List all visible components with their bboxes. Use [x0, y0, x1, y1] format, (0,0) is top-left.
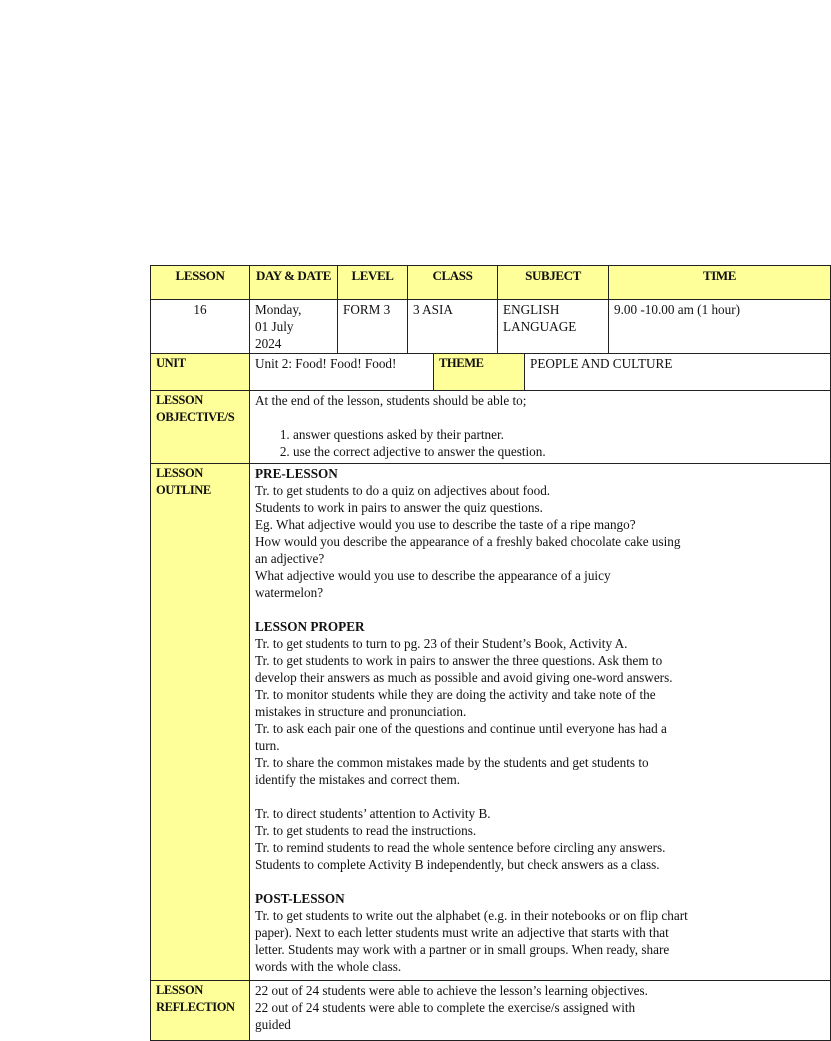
reflection-line: 22 out of 24 students were able to complete the exercise/s assigned with [255, 1000, 636, 1015]
objectives-label-line2: OBJECTIVE/S [156, 410, 235, 424]
objectives-intro: At the end of the lesson, students should be able to; [255, 393, 527, 408]
lesson-proper-line: develop their answers as much as possible and avoid giving one-word answers. [255, 670, 673, 685]
reflection-line: 22 out of 24 students were able to achieve the lesson’s learning objectives. [255, 983, 648, 998]
pre-lesson-line: Tr. to get students to do a quiz on adjectives about food. [255, 483, 551, 498]
lesson-proper-line: Students to complete Activity B independently, but check answers as a class. [255, 857, 660, 872]
objectives-list [255, 426, 825, 460]
pre-lesson-line: an adjective? [255, 551, 325, 566]
lesson-plan-sheet [150, 265, 768, 1032]
post-lesson-heading: POST-LESSON [255, 891, 345, 906]
lesson-proper-line: Tr. to remind students to read the whole sentence before circling any answers. [255, 840, 666, 855]
header-time: TIME [609, 266, 831, 300]
reflection-label-line1: LESSON [156, 983, 203, 997]
header-lesson: LESSON [151, 266, 250, 300]
outline-row [151, 464, 831, 981]
lesson-proper-line: mistakes in structure and pronunciation. [255, 704, 467, 719]
lesson-date-line2: 2024 [255, 336, 282, 351]
lesson-number: 16 [151, 300, 250, 354]
lesson-proper-line: Tr. to direct students’ attention to Activity B. [255, 806, 491, 821]
objectives-label [151, 391, 250, 464]
lesson-class: 3 ASIA [408, 300, 498, 354]
header-row [151, 266, 831, 300]
lesson-proper-heading: LESSON PROPER [255, 619, 365, 634]
unit-value: Unit 2: Food! Food! Food! [250, 354, 434, 391]
reflection-row [151, 981, 831, 1041]
header-level: LEVEL [338, 266, 408, 300]
lesson-proper-line: Tr. to get students to work in pairs to answer the three questions. Ask them to [255, 653, 663, 668]
lesson-level: FORM 3 [338, 300, 408, 354]
post-lesson-line: letter. Students may work with a partner or in small groups. When ready, share [255, 942, 670, 957]
lesson-time: 9.00 -10.00 am (1 hour) [609, 300, 831, 354]
reflection-content [250, 981, 831, 1041]
lesson-subject-line2: LANGUAGE [503, 319, 577, 334]
pre-lesson-heading: PRE-LESSON [255, 466, 338, 481]
reflection-label-line2: REFLECTION [156, 1000, 235, 1014]
lesson-proper-line: Tr. to get students to turn to pg. 23 of their Student’s Book, Activity A. [255, 636, 628, 651]
lesson-proper-line: identify the mistakes and correct them. [255, 772, 461, 787]
lesson-proper-line: Tr. to get students to read the instructions. [255, 823, 477, 838]
lesson-subject [498, 300, 609, 354]
theme-label: THEME [434, 354, 525, 391]
lesson-date [250, 300, 338, 354]
objective-item: 2. use the correct adjective to answer the question. [293, 443, 825, 460]
reflection-label [151, 981, 250, 1041]
outline-label [151, 464, 250, 981]
pre-lesson-line: Eg. What adjective would you use to describe the taste of a ripe mango? [255, 517, 636, 532]
post-lesson-line: paper). Next to each letter students must write an adjective that starts with that [255, 925, 669, 940]
unit-label: UNIT [151, 354, 250, 391]
outline-label-line1: LESSON [156, 466, 203, 480]
objectives-label-line1: LESSON [156, 393, 203, 407]
objective-item: 1. answer questions asked by their partner. [293, 426, 825, 443]
lesson-day: Monday, [255, 302, 302, 317]
unit-row [151, 354, 831, 391]
objectives-content [250, 391, 831, 464]
pre-lesson-line: How would you describe the appearance of a freshly baked chocolate cake using [255, 534, 681, 549]
lesson-proper-line: Tr. to ask each pair one of the questions and continue until everyone has had a [255, 721, 667, 736]
header-class: CLASS [408, 266, 498, 300]
lesson-plan-table [150, 265, 831, 1041]
outline-content [250, 464, 831, 981]
pre-lesson-line: watermelon? [255, 585, 324, 600]
post-lesson-line: words with the whole class. [255, 959, 402, 974]
lesson-subject-line1: ENGLISH [503, 302, 560, 317]
pre-lesson-line: What adjective would you use to describe the appearance of a juicy [255, 568, 611, 583]
lesson-proper-line: turn. [255, 738, 280, 753]
header-day-date: DAY & DATE [250, 266, 338, 300]
post-lesson-line: Tr. to get students to write out the alphabet (e.g. in their notebooks or on flip chart [255, 908, 688, 923]
reflection-line: guided [255, 1017, 291, 1032]
theme-value: PEOPLE AND CULTURE [525, 354, 831, 391]
lesson-date-line1: 01 July [255, 319, 294, 334]
info-row [151, 300, 831, 354]
outline-label-line2: OUTLINE [156, 483, 211, 497]
lesson-proper-line: Tr. to share the common mistakes made by the students and get students to [255, 755, 649, 770]
header-subject: SUBJECT [498, 266, 609, 300]
objectives-row [151, 391, 831, 464]
lesson-proper-line: Tr. to monitor students while they are doing the activity and take note of the [255, 687, 656, 702]
pre-lesson-line: Students to work in pairs to answer the quiz questions. [255, 500, 543, 515]
